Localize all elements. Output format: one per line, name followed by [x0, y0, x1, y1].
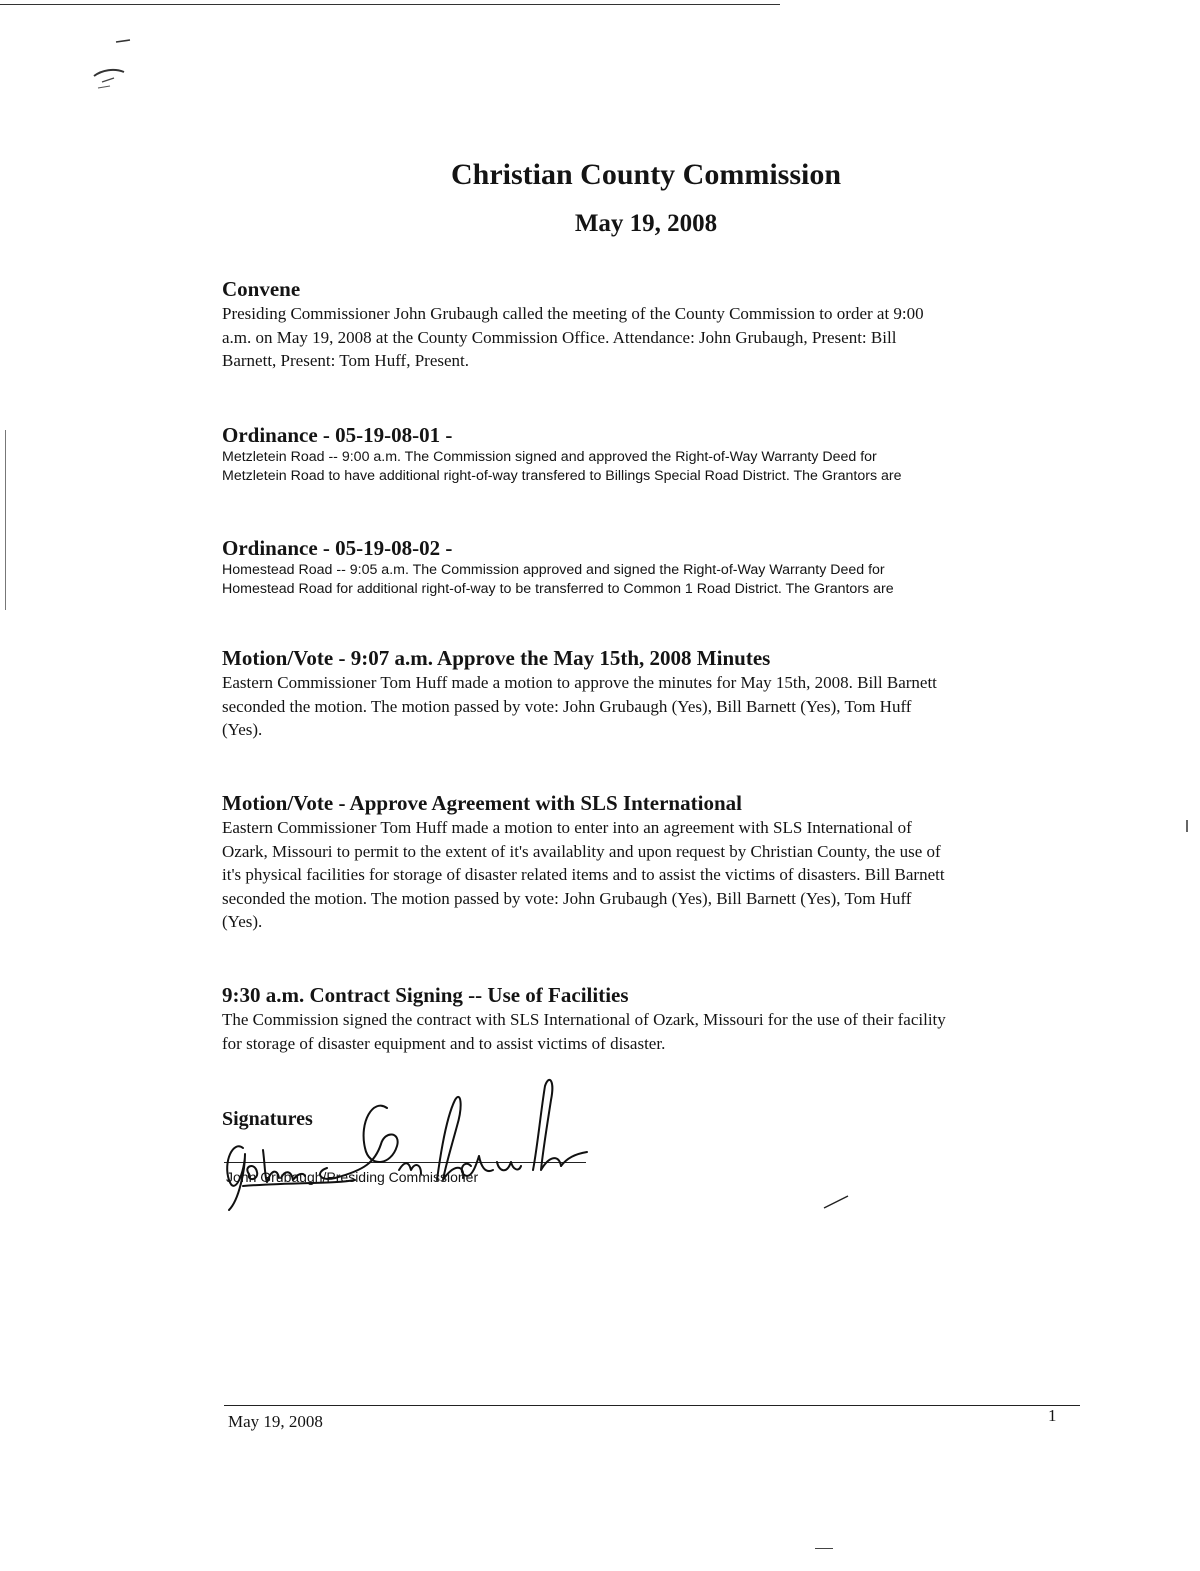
footer-rule	[224, 1405, 1080, 1406]
section-heading: Convene	[222, 277, 301, 301]
section-body-line: a.m. on May 19, 2008 at the County Commission Office. Attendance: John Grubaugh, Present: Bill	[222, 327, 897, 347]
section-body-line: for storage of disaster equipment and to assist victims of disaster.	[222, 1033, 666, 1053]
page-number: 1	[1048, 1406, 1057, 1425]
document-date: May 19, 2008	[574, 210, 718, 237]
signatures-label: Signatures	[222, 1108, 313, 1130]
section-contract-signing	[222, 982, 1072, 1055]
scan-edge-mark	[5, 430, 6, 610]
section-convene	[222, 276, 1072, 373]
section-body-line: Metzletein Road -- 9:00 a.m. The Commission signed and approved the Right-of-Way Warranty Deed for	[222, 449, 877, 465]
scan-specks	[80, 30, 150, 100]
section-motion-minutes	[222, 645, 1072, 742]
scan-speck	[1186, 820, 1188, 832]
section-body-line: Homestead Road for additional right-of-way to be transferred to Common 1 Road District. The Grantors are	[222, 580, 894, 597]
section-body-line: Metzletein Road to have additional right-of-way transfered to Billings Special Road District. The Grantors are	[222, 467, 902, 484]
section-body-line: Ozark, Missouri to permit to the extent of it's availablity and upon request by Christian County, the use of	[222, 841, 941, 861]
document-title: Christian County Commission	[450, 158, 842, 191]
scan-dash	[815, 1548, 833, 1549]
section-body-line: Barnett, Present: Tom Huff, Present.	[222, 351, 470, 370]
section-body-line: (Yes).	[222, 912, 263, 931]
section-body-line: seconded the motion. The motion passed by vote: John Grubaugh (Yes), Bill Barnett (Yes), Tom Huff	[222, 888, 912, 908]
section-motion-agreement	[222, 790, 1072, 934]
scan-pen-mark	[822, 1192, 852, 1212]
section-heading: Ordinance - 05-19-08-01 -	[222, 423, 453, 447]
section-heading: 9:30 a.m. Contract Signing -- Use of Facilities	[222, 983, 629, 1007]
section-heading: Motion/Vote - Approve Agreement with SLS International	[222, 791, 742, 815]
footer-date: May 19, 2008	[228, 1412, 323, 1431]
section-ordinance-2	[222, 535, 1072, 598]
signature-caption: John Grubaugh/Presiding Commissioner	[226, 1169, 479, 1185]
section-body-line: Homestead Road -- 9:05 a.m. The Commission approved and signed the Right-of-Way Warranty Deed for	[222, 562, 885, 578]
section-ordinance-1	[222, 422, 1072, 485]
handwritten-signature	[215, 1070, 590, 1215]
section-body-line: Eastern Commissioner Tom Huff made a motion to approve the minutes for May 15th, 2008. Bill Barnett	[222, 673, 937, 692]
section-heading: Motion/Vote - 9:07 a.m. Approve the May 15th, 2008 Minutes	[222, 646, 771, 670]
scan-edge-line	[0, 4, 780, 5]
section-body-line: Eastern Commissioner Tom Huff made a motion to enter into an agreement with SLS International of	[222, 818, 912, 837]
section-heading: Ordinance - 05-19-08-02 -	[222, 536, 453, 560]
section-body-line: it's physical facilities for storage of disaster related items and to assist the victims of disasters. Bill Barnett	[222, 865, 945, 884]
section-body-line: The Commission signed the contract with SLS International of Ozark, Missouri for the use of their facility	[222, 1010, 946, 1029]
section-body-line: seconded the motion. The motion passed by vote: John Grubaugh (Yes), Bill Barnett (Yes), Tom Huff	[222, 696, 912, 716]
section-body-line: (Yes).	[222, 720, 263, 739]
section-body-line: Presiding Commissioner John Grubaugh called the meeting of the County Commission to order at 9:00	[222, 304, 924, 323]
